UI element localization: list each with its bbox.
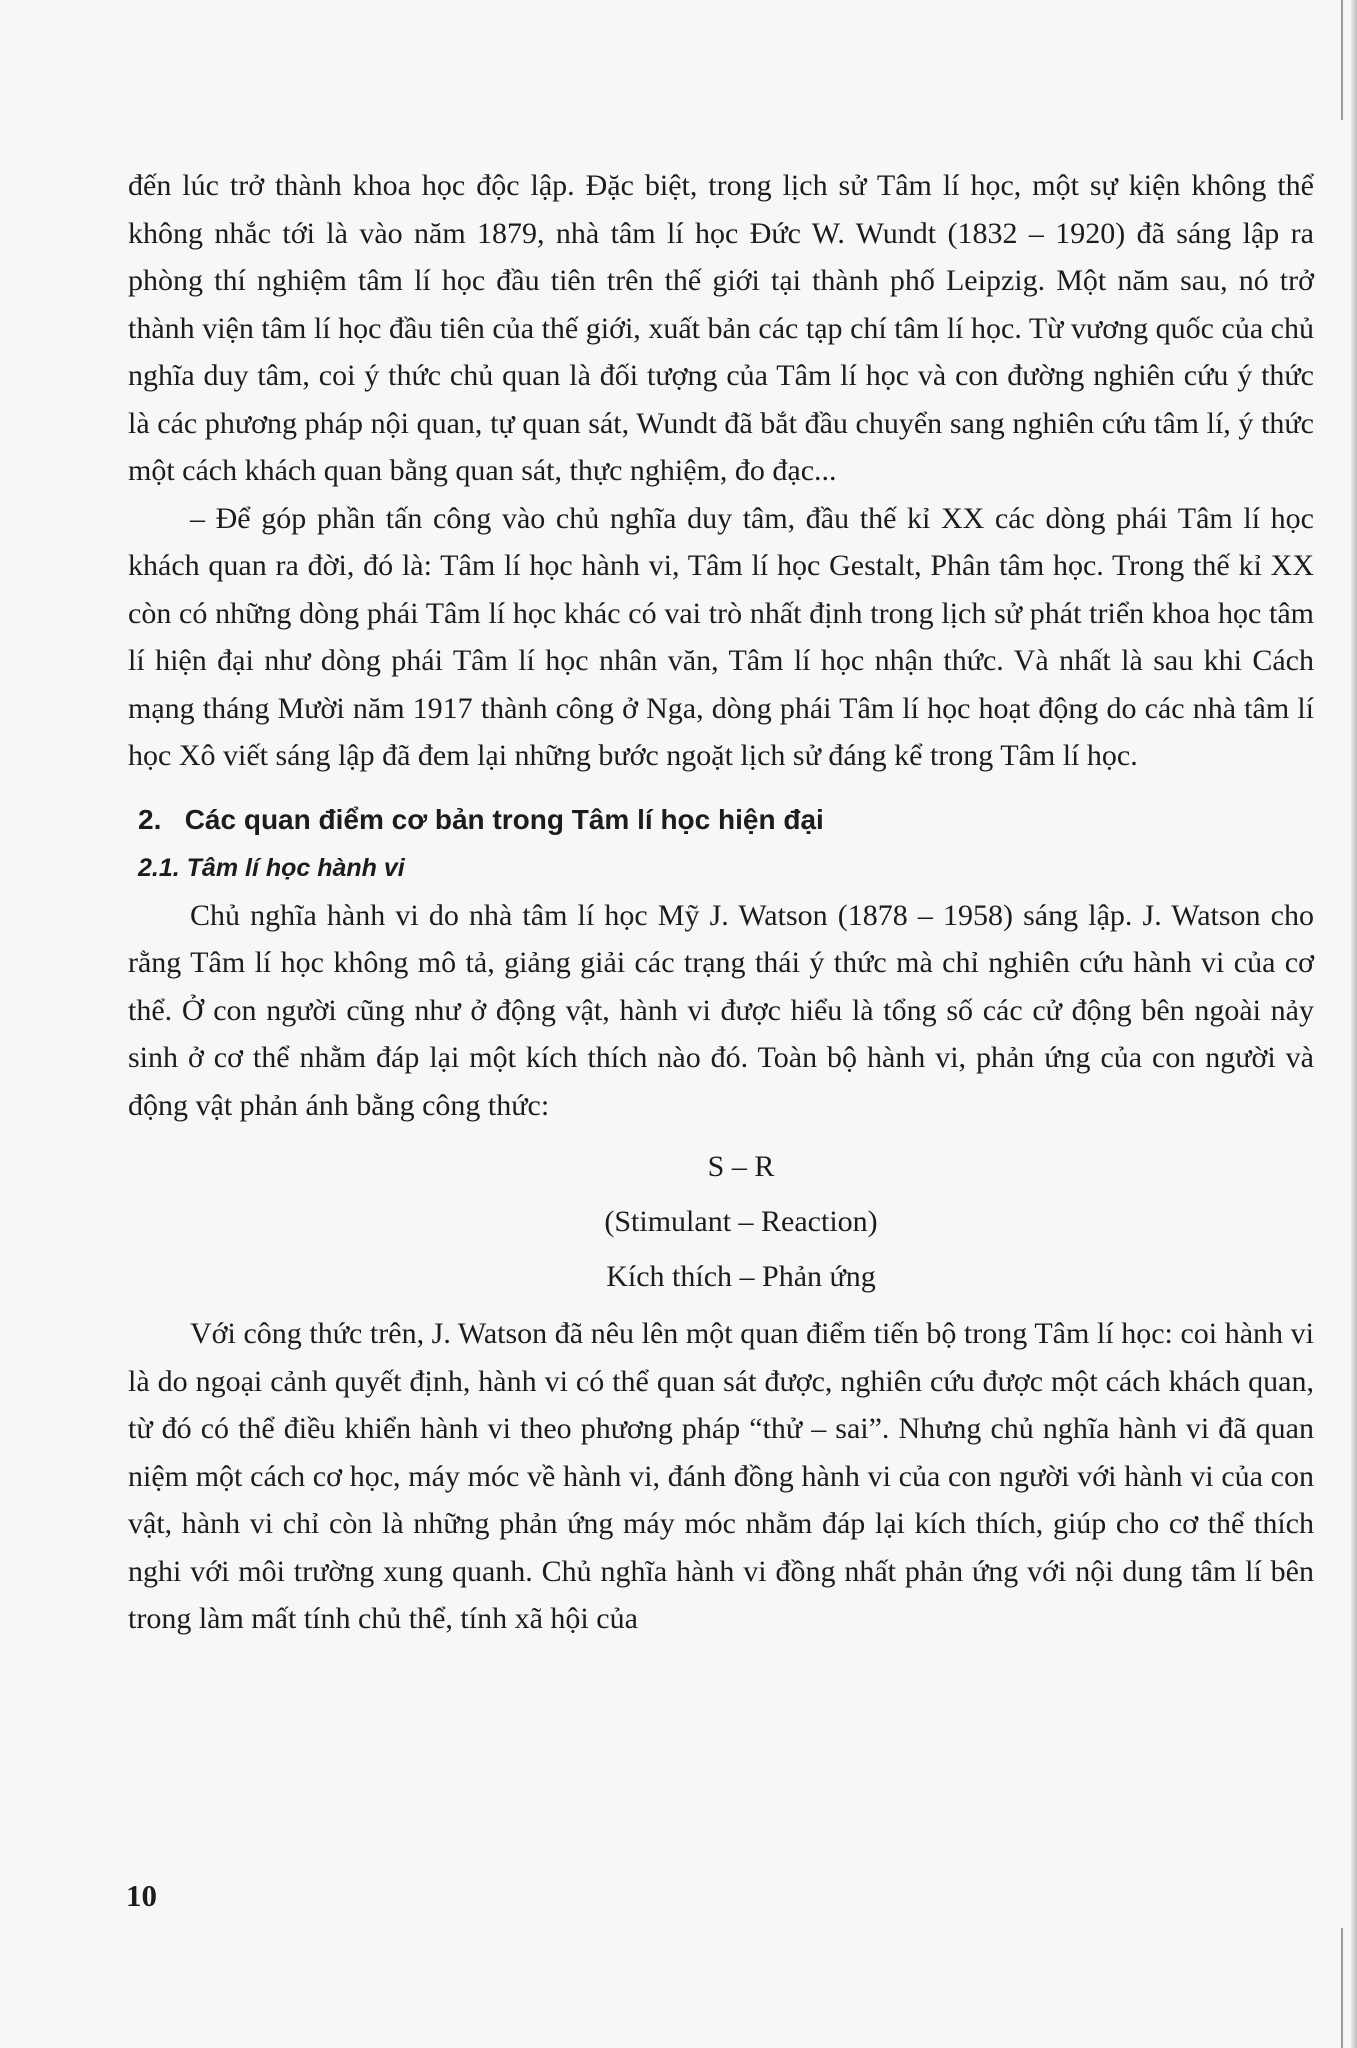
binding-edge-mark — [1341, 1928, 1343, 2048]
paragraph-watson-critique: Với công thức trên, J. Watson đã nêu lên một quan điểm tiến bộ trong Tâm lí học: coi hành vi là do ngoại cảnh quyết định, hành vi có thể quan sát được, nghiên cứu được một cách khách quan, từ đó có thể điều khiển hành vi theo phương pháp “thử – sai”. Nhưng chủ nghĩa hành vi đã quan niệm một cách cơ học, máy móc về hành vi, đánh đồng hành vi của con người với hành vi của con vật, hành vi chỉ còn là những phản ứng máy móc nhằm đáp lại kích thích, giúp cho cơ thể thích nghi với môi trường xung quanh. Chủ nghĩa hành vi đồng nhất phản ứng với nội dung tâm lí bên trong làm mất tính chủ thể, tính xã hội của — [128, 1317, 1314, 1635]
page-edge-shadow — [1351, 0, 1357, 2048]
page-body — [128, 162, 1314, 1643]
subsection-heading: 2.1. Tâm lí học hành vi — [138, 853, 405, 882]
section-heading: 2. Các quan điểm cơ bản trong Tâm lí học hiện đại — [138, 803, 824, 835]
formula-sr: S – R — [707, 1150, 775, 1183]
page-number: 10 — [126, 1878, 157, 1913]
formula-block — [128, 1139, 1314, 1304]
formula-vietnamese: Kích thích – Phản ứng — [606, 1260, 876, 1293]
paragraph-objective-schools: – Để góp phần tấn công vào chủ nghĩa duy tâm, đầu thế kỉ XX các dòng phái Tâm lí học khách quan ra đời, đó là: Tâm lí học hành vi, Tâm lí học Gestalt, Phân tâm học. Trong thế kỉ XX còn có những dòng phái Tâm lí học khác có vai trò nhất định trong lịch sử phát triển khoa học tâm lí hiện đại như dòng phái Tâm lí học nhân văn, Tâm lí học nhận thức. Và nhất là sau khi Cách mạng tháng Mười năm 1917 thành công ở Nga, dòng phái Tâm lí học hoạt động do các nhà tâm lí học Xô viết sáng lập đã đem lại những bước ngoặt lịch sử đáng kể trong Tâm lí học. — [128, 501, 1314, 772]
paragraph-behaviorism: Chủ nghĩa hành vi do nhà tâm lí học Mỹ J. Watson (1878 – 1958) sáng lập. J. Watson cho rằng Tâm lí học không mô tả, giảng giải các trạng thái ý thức mà chỉ nghiên cứu hành vi của cơ thể. Ở con người cũng như ở động vật, hành vi được hiểu là tổng số các cử động bên ngoài nảy sinh ở cơ thể nhằm đáp lại một kích thích nào đó. Toàn bộ hành vi, phản ứng của con người và động vật phản ánh bằng công thức: — [128, 898, 1314, 1122]
binding-edge-mark — [1341, 0, 1343, 120]
formula-english: (Stimulant – Reaction) — [604, 1205, 878, 1238]
paragraph-history-continued: đến lúc trở thành khoa học độc lập. Đặc biệt, trong lịch sử Tâm lí học, một sự kiện không thể không nhắc tới là vào năm 1879, nhà tâm lí học Đức W. Wundt (1832 – 1920) đã sáng lập ra phòng thí nghiệm tâm lí học đầu tiên trên thế giới tại thành phố Leipzig. Một năm sau, nó trở thành viện tâm lí học đầu tiên của thế giới, xuất bản các tạp chí tâm lí học. Từ vương quốc của chủ nghĩa duy tâm, coi ý thức chủ quan là đối tượng của Tâm lí học và con đường nghiên cứu ý thức là các phương pháp nội quan, tự quan sát, Wundt đã bắt đầu chuyển sang nghiên cứu tâm lí, ý thức một cách khách quan bằng quan sát, thực nghiệm, đo đạc... — [128, 169, 1314, 487]
